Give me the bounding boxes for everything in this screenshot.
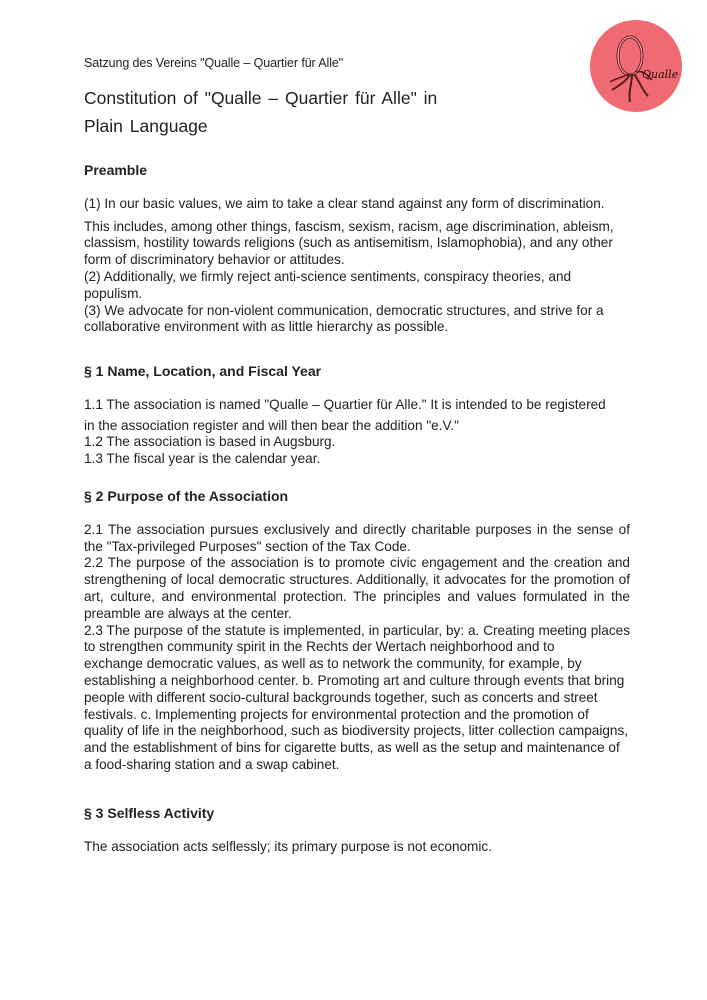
preamble-paragraph-3: (3) We advocate for non-violent communication, democratic structures, and strive for a collaborative environment with as little hierarchy as possible. [84,302,604,335]
logo-text: Qualle [642,68,679,81]
preamble-section [84,162,630,336]
title-line-2: Plain Language [84,116,208,136]
preamble-paragraph-1-first: (1) In our basic values, we aim to take a clear stand against any form of discrimination. [84,195,605,211]
section-3-heading: § 3 Selfless Activity [84,805,215,821]
section-1-1b: in the association register and will then bear the addition "e.V." [84,417,459,433]
document-title [84,84,484,140]
section-3-paragraph: The association acts selflessly; its primary purpose is not economic. [84,838,492,854]
qualle-logo [590,20,682,112]
section-2-3a: 2.3 The purpose of the statute is implemented, in particular, by: a. Creating meeting places to strengthen community spirit in the Rechts der Wertach neighborhood and to [84,622,630,655]
title-line-1: Constitution of "Qualle – Quartier für Alle" in [84,88,438,108]
section-2-heading: § 2 Purpose of the Association [84,488,289,504]
section-1-heading: § 1 Name, Location, and Fiscal Year [84,363,322,379]
document-subtitle: Satzung des Vereins "Qualle – Quartier für Alle" [84,56,344,70]
jellyfish-q-icon [590,20,682,112]
section-1 [84,363,630,468]
section-2 [84,488,630,774]
preamble-paragraph-2: (2) Additionally, we firmly reject anti-science sentiments, conspiracy theories, and populism. [84,268,572,301]
section-2-1: 2.1 The association pursues exclusively and directly charitable purposes in the sense of the "Tax-privileged Purposes" section of the Tax Code. [84,521,630,554]
preamble-heading: Preamble [84,162,148,178]
section-1-1a: 1.1 The association is named "Qualle – Quartier für Alle." It is intended to be registered [84,396,606,412]
section-2-2: 2.2 The purpose of the association is to promote civic engagement and the creation and strengthening of local democratic structures. Additionally, it advocates for the promotion of art, culture, and environmental protection. The principles and values formulated in the preamble are always at the center. [84,555,630,621]
section-1-3: 1.3 The fiscal year is the calendar year. [84,451,321,467]
section-3 [84,805,630,856]
section-2-3b: exchange democratic values, as well as to network the community, for example, by establishing a neighborhood center. b. Promoting art and culture through events that bring people with different socio-cultural backgrounds together, such as concerts and street festivals. c. Implementing projects for environmental protection and the promotion of quality of life in the neighborhood, such as biodiversity projects, litter collection campaigns, and the establishment of bins for cigarette butts, as well as the setup and maintenance of a food-sharing station and a swap cabinet. [84,656,629,772]
section-1-2: 1.2 The association is based in Augsburg. [84,434,336,450]
preamble-paragraph-1-rest: This includes, among other things, fascism, sexism, racism, age discrimination, ableism, classism, hostility towards religions (such as antisemitism, Islamophobia), and any other form of discriminatory behavior or attitudes. [84,218,614,268]
